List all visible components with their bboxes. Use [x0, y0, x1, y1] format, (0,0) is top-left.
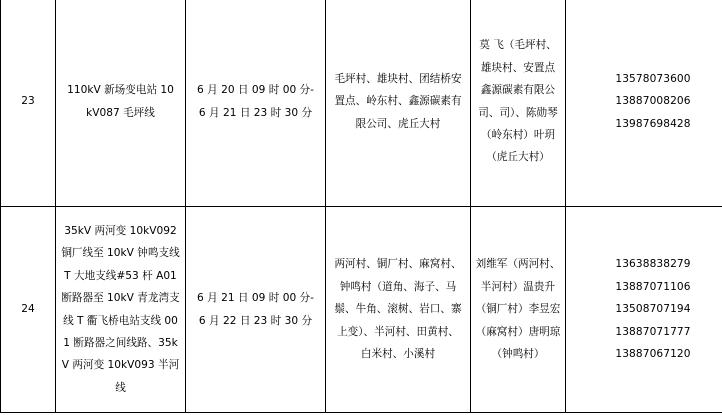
contact-persons: 莫 飞（毛坪村、雄块村、安置点鑫源碳素有限公司、司）、陈勋琴（岭东村）叶玥（虎丘大村） — [471, 0, 566, 207]
row-number: 23 — [1, 0, 56, 207]
line-name: 35kV 两河变 10kV092 铜厂线至 10kV 钟鸣支线 T 大地支线#53 杆 A01 断路器至 10kV 青龙湾支线 T 衢飞桥电站支线 001 断路器之间线路、35kV 两河变 10kV093 半河线 — [56, 207, 186, 413]
phone-number: 13887067120 — [615, 348, 691, 361]
contact-phones — [566, 207, 722, 413]
phone-number: 13578073600 — [615, 72, 691, 85]
phone-number: 13887008206 — [615, 95, 691, 108]
line-name: 110kV 新场变电站 10kV087 毛坪线 — [56, 0, 186, 207]
table-row — [1, 0, 722, 207]
outage-time: 6 月 20 日 09 时 00 分-6 月 21 日 23 时 30 分 — [186, 0, 326, 207]
outage-area: 两河村、铜厂村、麻窝村、钟鸣村（道角、海子、马鬃、牛角、滚树、岩口、寨上变）、半河村、田黄村、白米村、小溪村 — [326, 207, 471, 413]
phone-number: 13508707194 — [615, 303, 691, 316]
outage-area: 毛坪村、雄块村、团结桥安置点、岭东村、鑫源碳素有限公司、虎丘大村 — [326, 0, 471, 207]
phone-number: 13887071777 — [615, 325, 691, 338]
phone-number: 13887071106 — [615, 280, 691, 293]
contact-phones — [566, 0, 722, 207]
table-row — [1, 207, 722, 413]
phone-number: 13987698428 — [615, 117, 691, 130]
contact-persons: 刘维军（两河村、半河村）温贵升（铜厂村）李昱宏（麻窝村）唐明琼（钟鸣村） — [471, 207, 566, 413]
outage-time: 6 月 21 日 09 时 00 分-6 月 22 日 23 时 30 分 — [186, 207, 326, 413]
row-number: 24 — [1, 207, 56, 413]
phone-number: 13638838279 — [615, 258, 691, 271]
